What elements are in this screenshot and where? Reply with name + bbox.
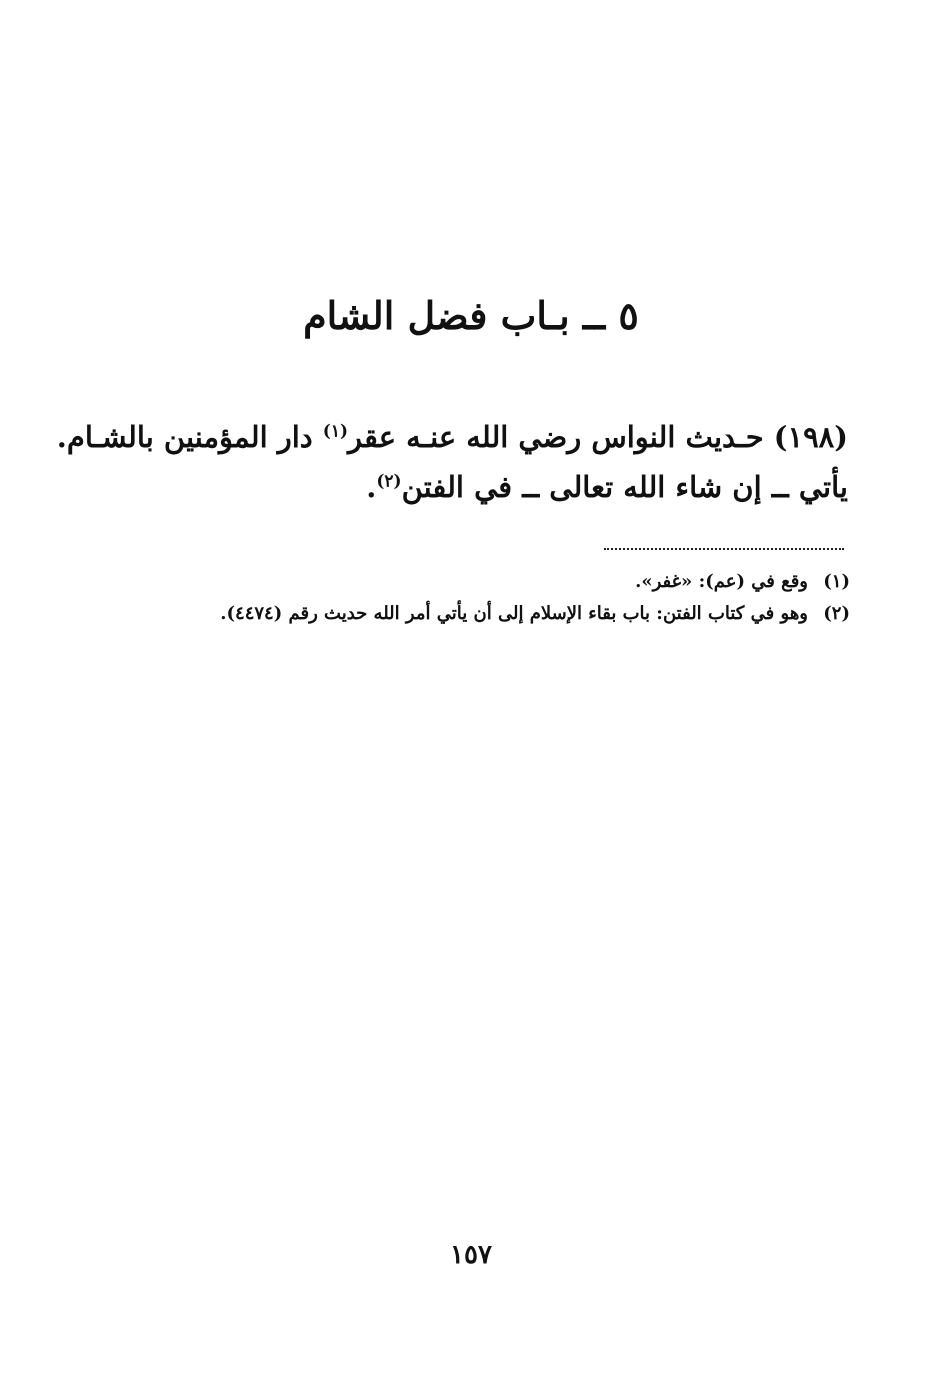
chapter-title: ٥ ــ بـاب فضل الشام	[303, 293, 639, 338]
hadith-paragraph	[56, 412, 848, 512]
footnote-1-number: (١)	[823, 571, 850, 592]
footnote-divider	[604, 548, 844, 550]
footnote-2-number: (٢)	[823, 603, 850, 624]
footnote-2	[210, 598, 850, 630]
hadith-line-1-end: دار المؤمنين بالشـام.	[56, 420, 323, 454]
hadith-line-1	[56, 412, 848, 462]
footnote-2-text: وهو في كتاب الفتن: باب بقاء الإسلام إلى أن يأتي أمر الله حديث رقم (٤٤٧٤).	[220, 603, 808, 624]
footnote-marker-1[interactable]: (١)	[322, 421, 349, 442]
hadith-line-1-start: (١٩٨) حـديث النواس رضي الله عنـه عقر	[348, 420, 848, 454]
footnote-1-text: وقع في (عم): «غفر».	[635, 571, 808, 592]
page-number: ١٥٧	[450, 1240, 492, 1270]
hadith-line-2	[118, 462, 848, 512]
footnote-marker-2[interactable]: (٢)	[376, 471, 402, 492]
hadith-line-2-end: .	[366, 470, 377, 504]
footnotes	[210, 566, 850, 630]
footnote-1	[210, 566, 850, 598]
hadith-line-2-start: يأتي ــ إن شاء الله تعالى ــ في الفتن	[401, 470, 848, 504]
